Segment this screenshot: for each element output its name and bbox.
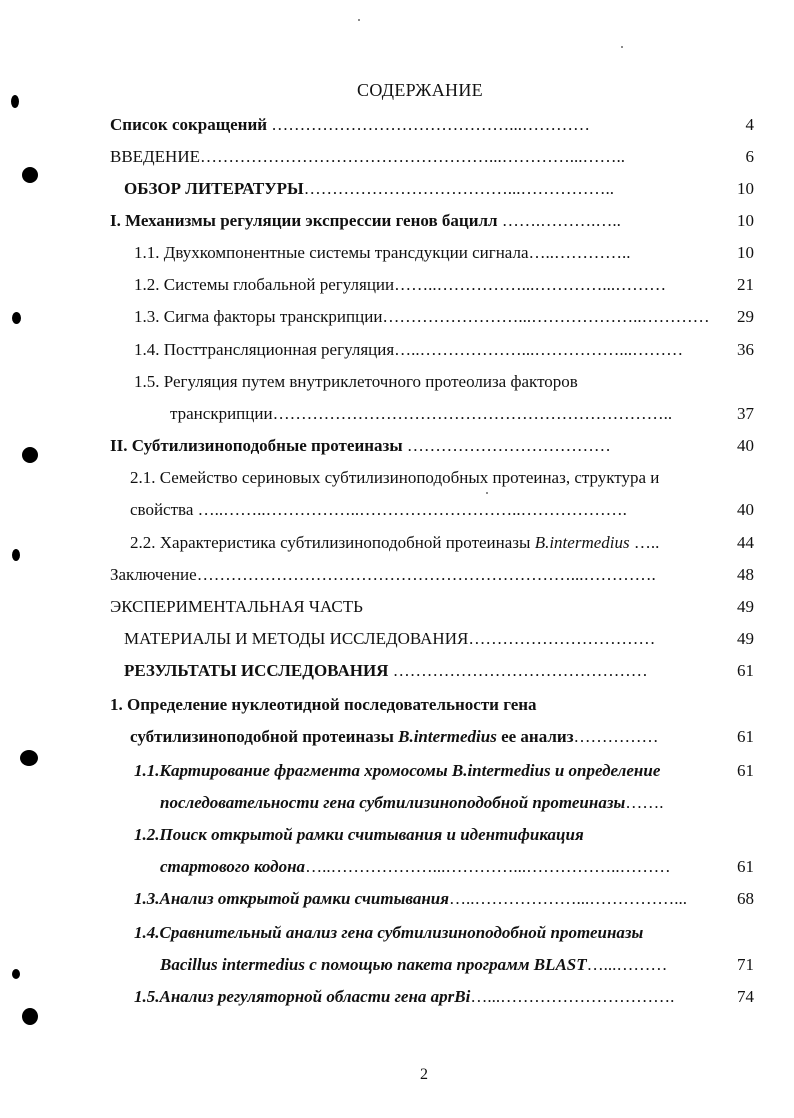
toc-label: 1.4.Сравнительный анализ гена субтилизиноподобной протеиназы	[134, 923, 644, 942]
toc-leader: ……………………...………………..…………	[382, 307, 710, 326]
toc-leader: …..………………...……………...………	[394, 340, 684, 359]
toc-label: Заключение	[110, 565, 197, 584]
toc-entry	[110, 693, 720, 717]
toc-label: 1.3.Анализ открытой рамки считывания	[134, 889, 449, 908]
toc-leader: …….……….…..	[497, 211, 621, 230]
toc-entry	[134, 921, 724, 945]
toc-page-number: 40	[737, 500, 754, 519]
toc-label: Bacillus intermedius с помощью пакета программ BLAST	[160, 955, 587, 974]
toc-leader: …...………………………….	[470, 987, 675, 1006]
toc-entry	[130, 531, 720, 555]
toc-page-number: 71	[737, 955, 754, 974]
toc-entry	[134, 823, 724, 847]
toc-page-number: 74	[737, 987, 754, 1006]
toc-entry	[160, 953, 720, 977]
punch-hole-mark	[20, 750, 38, 766]
toc-leader: …..…………..	[528, 243, 631, 262]
toc-label-italic: B.intermedius	[398, 727, 497, 746]
toc-label: 2.1. Семейство сериновых субтилизиноподобных протеиназ, структура и	[130, 468, 660, 487]
toc-leader: …..……..……………..………………………..……………….	[193, 500, 627, 519]
toc-page-number: 61	[737, 727, 754, 746]
toc-label: стартового кодона	[160, 857, 306, 876]
toc-page-number: 48	[737, 565, 754, 584]
punch-hole-mark	[22, 447, 38, 463]
toc-label: Список сокращений	[110, 115, 268, 134]
toc-page-number: 10	[737, 243, 754, 262]
toc-entry	[170, 402, 720, 426]
toc-label: транскрипции	[170, 404, 273, 423]
toc-leader: ……..……………...…………...………	[394, 275, 667, 294]
toc-label: 1.2. Системы глобальной регуляции	[134, 275, 395, 294]
punch-hole-mark	[11, 95, 19, 108]
toc-entry	[110, 563, 720, 587]
page-title: СОДЕРЖАНИЕ	[357, 80, 483, 100]
toc-leader: ……………………………………...…………	[267, 115, 591, 134]
toc-page-number: 10	[737, 211, 754, 230]
scan-speck	[358, 19, 360, 21]
toc-label-italic: B.intermedius	[534, 533, 630, 552]
toc-leader: …….	[625, 793, 664, 812]
toc-leader: …...………	[586, 955, 668, 974]
toc-entry	[110, 595, 720, 619]
toc-label: субтилизиноподобной протеиназы	[130, 727, 399, 746]
punch-hole-mark	[12, 549, 20, 561]
toc-label: ОБЗОР ЛИТЕРАТУРЫ	[124, 179, 304, 198]
toc-entry	[134, 887, 720, 911]
punch-hole-mark	[22, 167, 38, 183]
toc-entry	[134, 370, 720, 394]
toc-entry	[130, 498, 720, 522]
punch-hole-mark	[12, 969, 20, 979]
toc-label: ВВЕДЕНИЕ	[110, 147, 200, 166]
toc-entry	[130, 725, 720, 749]
toc-label: ЭКСПЕРИМЕНТАЛЬНАЯ ЧАСТЬ	[110, 597, 363, 616]
toc-page-number: 49	[737, 597, 754, 616]
toc-label: 2.2. Характеристика субтилизиноподобной протеиназы	[130, 533, 535, 552]
toc-label: 1. Определение нуклеотидной последовательности гена	[110, 695, 537, 714]
toc-label: МАТЕРИАЛЫ И МЕТОДЫ ИССЛЕДОВАНИЯ	[124, 629, 469, 648]
toc-page-number: 68	[737, 889, 754, 908]
toc-page-number: 21	[737, 275, 754, 294]
toc-entry	[134, 985, 720, 1009]
toc-leader: ……………………………………………………………..	[272, 404, 673, 423]
toc-entry	[110, 434, 720, 458]
toc-label: I. Механизмы регуляции экспрессии генов бацилл	[110, 211, 498, 230]
toc-page-number: 6	[745, 147, 754, 166]
toc-label: 1.2.Поиск открытой рамки считывания и идентификация	[134, 825, 584, 844]
toc-leader: …..	[629, 533, 660, 552]
toc-entry	[134, 305, 720, 329]
toc-entry	[124, 659, 720, 683]
toc-page-number: 40	[737, 436, 754, 455]
toc-leader: ………………………………………	[388, 661, 648, 680]
toc-entry	[110, 209, 720, 233]
toc-entry	[134, 338, 720, 362]
toc-page-number: 61	[737, 857, 754, 876]
toc-entry	[134, 273, 720, 297]
toc-entry	[134, 759, 724, 783]
toc-label: 1.1.Картирование фрагмента хромосомы B.intermedius и определение	[134, 761, 661, 780]
toc-entry	[160, 855, 720, 879]
toc-label-suffix: ее анализ	[496, 727, 574, 746]
toc-entry	[130, 466, 740, 490]
punch-hole-mark	[12, 312, 21, 324]
toc-leader: …..………………...……………...	[449, 889, 687, 908]
toc-label: 1.5. Регуляция путем внутриклеточного протеолиза факторов	[134, 372, 578, 391]
toc-leader: ……………………………………………...…………...……..	[199, 147, 625, 166]
toc-leader: ………………………………	[402, 436, 611, 455]
toc-entry	[160, 791, 724, 815]
toc-page-number: 36	[737, 340, 754, 359]
toc-label: II. Субтилизиноподобные протеиназы	[110, 436, 403, 455]
toc-leader: …..………………...…………...……………..………	[305, 857, 671, 876]
toc-page-number: 44	[737, 533, 754, 552]
toc-label: 1.5.Анализ регуляторной области гена aprBi	[134, 987, 471, 1006]
toc-page-number: 61	[737, 761, 754, 780]
toc-label: последовательности гена субтилизиноподобной протеиназы	[160, 793, 626, 812]
scan-speck	[486, 492, 488, 494]
toc-entry	[110, 145, 720, 169]
toc-entry	[134, 241, 720, 265]
scan-speck	[621, 46, 623, 48]
toc-label: РЕЗУЛЬТАТЫ ИССЛЕДОВАНИЯ	[124, 661, 389, 680]
toc-page-number: 4	[745, 115, 754, 134]
toc-leader: …………………………………………………………...………….	[196, 565, 656, 584]
toc-page-number: 29	[737, 307, 754, 326]
toc-page-number: 49	[737, 629, 754, 648]
toc-entry	[124, 627, 720, 651]
toc-page-number: 10	[737, 179, 754, 198]
toc-leader: ………………………………...……………..	[303, 179, 614, 198]
toc-label: 1.4. Посттрансляционная регуляция	[134, 340, 395, 359]
page-number: 2	[420, 1066, 428, 1083]
toc-leader: ……………………………	[468, 629, 656, 648]
toc-entry	[110, 113, 720, 137]
toc-entry	[124, 177, 720, 201]
toc-label: 1.1. Двухкомпонентные системы трансдукции сигнала	[134, 243, 529, 262]
toc-leader: ……………	[573, 727, 659, 746]
punch-hole-mark	[22, 1008, 38, 1025]
toc-page-number: 37	[737, 404, 754, 423]
toc-label: 1.3. Сигма факторы транскрипции	[134, 307, 383, 326]
toc-page-number: 61	[737, 661, 754, 680]
toc-label: свойства	[130, 500, 194, 519]
